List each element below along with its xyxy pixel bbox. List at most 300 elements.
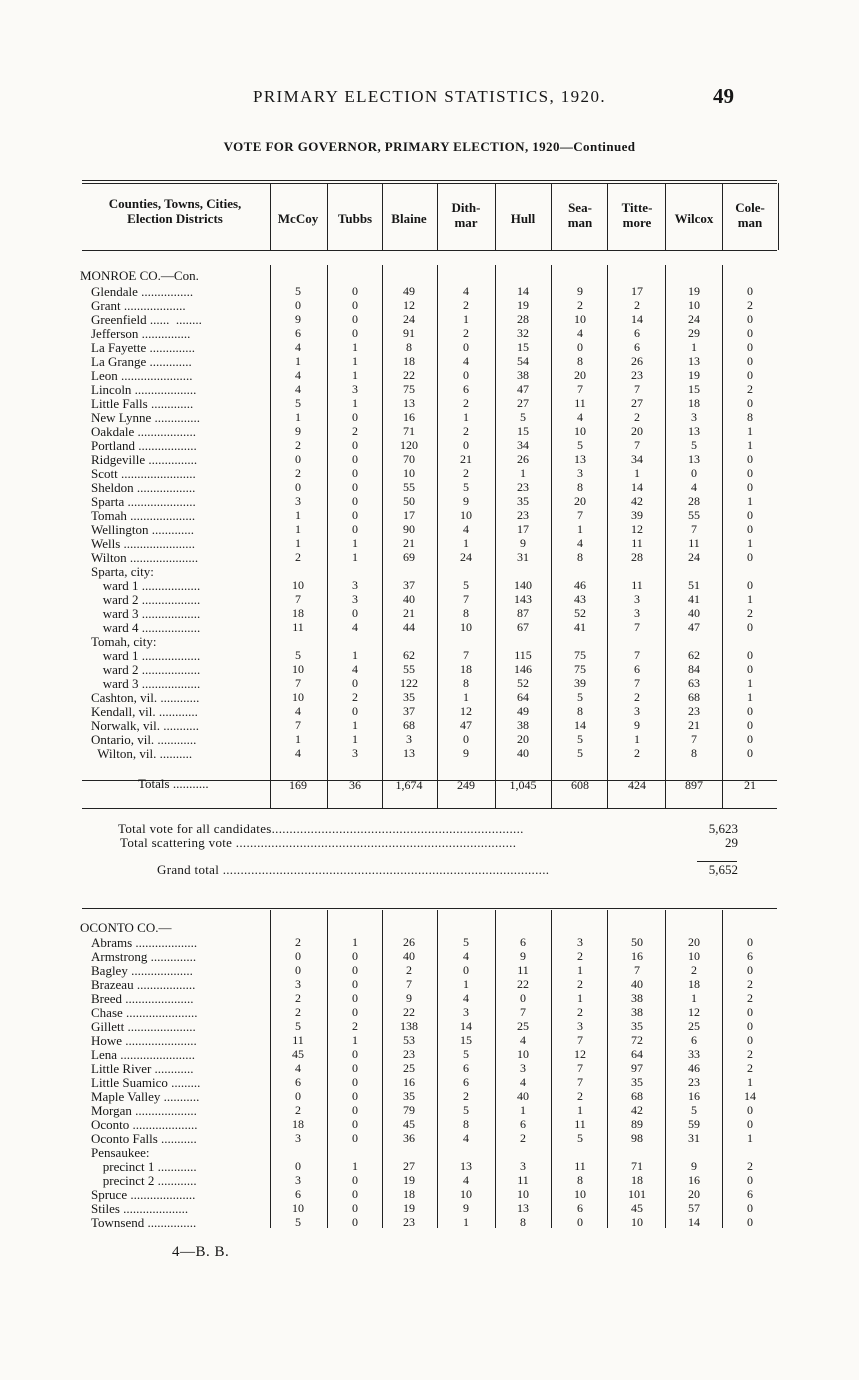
cell-mccoy: 2: [295, 991, 301, 1005]
summary-label: Grand total ............................................................................................: [157, 862, 550, 877]
cell-wilcox: 14: [688, 1215, 700, 1229]
cell-tubbs: 0: [352, 312, 358, 326]
cell-coleman: 2: [747, 977, 753, 991]
cell-dithmar: 6: [463, 382, 469, 396]
column-divider: [382, 183, 383, 250]
cell-coleman: 1: [747, 1131, 753, 1145]
cell-tubbs: 0: [352, 1103, 358, 1117]
cell-blaine: 8: [406, 340, 412, 354]
cell-dithmar: 9: [463, 494, 469, 508]
cell-mccoy: 1: [295, 522, 301, 536]
cell-dithmar: 2: [463, 466, 469, 480]
cell-tittemore: 6: [634, 326, 640, 340]
cell-coleman: 14: [744, 1089, 756, 1103]
cell-blaine: 23: [403, 1047, 415, 1061]
row-label: precinct 2 ............: [93, 1173, 197, 1188]
column-header-mccoy: McCoy: [277, 211, 319, 226]
row-label: Scott .......................: [91, 466, 196, 481]
cell-dithmar: 4: [463, 284, 469, 298]
cell-wilcox: 46: [688, 1061, 700, 1075]
cell-dithmar: 4: [463, 991, 469, 1005]
cell-tittemore: 6: [634, 662, 640, 676]
cell-coleman: 0: [747, 732, 753, 746]
cell-hull: 5: [520, 410, 526, 424]
cell-blaine: 2: [406, 963, 412, 977]
cell-dithmar: 2: [463, 298, 469, 312]
cell-tubbs: 0: [352, 494, 358, 508]
cell-wilcox: 4: [691, 480, 697, 494]
row-label: ward 1 ..................: [93, 578, 201, 593]
cell-mccoy: 2: [295, 1005, 301, 1019]
row-label: Bagley ...................: [91, 963, 193, 978]
cell-wilcox: 16: [688, 1173, 700, 1187]
column-header-hull: Hull: [510, 211, 536, 226]
cell-blaine: 49: [403, 284, 415, 298]
cell-mccoy: 9: [295, 312, 301, 326]
cell-seaman: 13: [574, 452, 586, 466]
cell-mccoy: 5: [295, 1215, 301, 1229]
summary-value: 5,623: [708, 821, 738, 836]
cell-hull: 1: [520, 1103, 526, 1117]
cell-wilcox: 63: [688, 676, 700, 690]
cell-blaine: 12: [403, 298, 415, 312]
cell-mccoy: 5: [295, 396, 301, 410]
cell-blaine: 70: [403, 452, 415, 466]
row-label: New Lynne ..............: [91, 410, 201, 425]
row-label: Brazeau ..................: [91, 977, 196, 992]
cell-hull: 49: [517, 704, 529, 718]
cell-wilcox: 18: [688, 396, 700, 410]
cell-blaine: 90: [403, 522, 415, 536]
cell-tittemore: 68: [631, 1089, 643, 1103]
cell-seaman: 1: [577, 1103, 583, 1117]
cell-coleman: 1: [747, 690, 753, 704]
row-label: Morgan ...................: [91, 1103, 197, 1118]
cell-mccoy: 9: [295, 424, 301, 438]
column-divider: [665, 910, 666, 1228]
cell-mccoy: 5: [295, 1019, 301, 1033]
cell-blaine: 35: [403, 1089, 415, 1103]
cell-seaman: 4: [577, 536, 583, 550]
cell-seaman: 8: [577, 704, 583, 718]
cell-mccoy: 1: [295, 354, 301, 368]
cell-wilcox: 13: [688, 424, 700, 438]
cell-wilcox: 19: [688, 368, 700, 382]
cell-dithmar: 2: [463, 396, 469, 410]
cell-coleman: 1: [747, 592, 753, 606]
row-label: Wells ......................: [91, 536, 196, 551]
cell-tubbs: 3: [352, 592, 358, 606]
cell-coleman: 0: [747, 312, 753, 326]
cell-hull: 64: [517, 690, 529, 704]
cell-mccoy: 6: [295, 1187, 301, 1201]
cell-dithmar: 5: [463, 1047, 469, 1061]
cell-wilcox: 41: [688, 592, 700, 606]
cell-tubbs: 1: [352, 718, 358, 732]
row-label: Lincoln ...................: [91, 382, 197, 397]
cell-mccoy: 7: [295, 718, 301, 732]
cell-seaman: 5: [577, 438, 583, 452]
row-label: Sparta .....................: [91, 494, 196, 509]
cell-mccoy: 2: [295, 438, 301, 452]
cell-blaine: 19: [403, 1173, 415, 1187]
cell-mccoy: 0: [295, 1159, 301, 1173]
cell-coleman: 0: [747, 396, 753, 410]
cell-tubbs: 1: [352, 935, 358, 949]
cell-mccoy: 1: [295, 508, 301, 522]
cell-tubbs: 3: [352, 578, 358, 592]
cell-tittemore: 38: [631, 1005, 643, 1019]
cell-coleman: 0: [747, 963, 753, 977]
column-divider: [327, 265, 328, 809]
cell-wilcox: 57: [688, 1201, 700, 1215]
cell-tubbs: 0: [352, 438, 358, 452]
cell-blaine: 35: [403, 690, 415, 704]
cell-blaine: 22: [403, 368, 415, 382]
cell-tittemore: 10: [631, 1215, 643, 1229]
cell-hull: 23: [517, 480, 529, 494]
cell-seaman: 75: [574, 662, 586, 676]
row-label: ward 3 ..................: [93, 676, 201, 691]
column-header-seaman: Sea- man: [567, 200, 593, 230]
cell-tubbs: 1: [352, 732, 358, 746]
cell-wilcox: 21: [688, 718, 700, 732]
row-label: Armstrong ..............: [91, 949, 197, 964]
cell-coleman: 1: [747, 536, 753, 550]
cell-hull: 35: [517, 494, 529, 508]
cell-seaman: 14: [574, 718, 586, 732]
column-header-tubbs: Tubbs: [337, 211, 373, 226]
cell-seaman: 11: [574, 396, 586, 410]
column-header-label: Counties, Towns, Cities, Election Districts: [108, 196, 242, 226]
row-label: ward 3 ..................: [93, 606, 201, 621]
cell-seaman: 0: [577, 1215, 583, 1229]
cell-seaman: 41: [574, 620, 586, 634]
column-divider: [495, 265, 496, 809]
cell-blaine: 37: [403, 704, 415, 718]
cell-tubbs: 1: [352, 368, 358, 382]
cell-wilcox: 28: [688, 494, 700, 508]
cell-dithmar: 7: [463, 648, 469, 662]
cell-hull: 67: [517, 620, 529, 634]
cell-tubbs: 3: [352, 746, 358, 760]
cell-dithmar: 10: [460, 620, 472, 634]
cell-seaman: 5: [577, 732, 583, 746]
cell-tittemore: 40: [631, 977, 643, 991]
cell-hull: 2: [520, 1131, 526, 1145]
cell-tittemore: 45: [631, 1201, 643, 1215]
cell-tubbs: 0: [352, 1047, 358, 1061]
cell-dithmar: 0: [463, 340, 469, 354]
row-label: Gillett .....................: [91, 1019, 196, 1034]
row-label: precinct 1 ............: [93, 1159, 197, 1174]
cell-dithmar: 1: [463, 312, 469, 326]
cell-seaman: 2: [577, 977, 583, 991]
cell-wilcox: 5: [691, 438, 697, 452]
total-tubbs: 36: [349, 778, 361, 792]
cell-hull: 23: [517, 508, 529, 522]
row-label: Breed .....................: [91, 991, 194, 1006]
cell-blaine: 120: [400, 438, 418, 452]
row-label: Leon ......................: [91, 368, 193, 383]
cell-coleman: 0: [747, 284, 753, 298]
cell-wilcox: 23: [688, 1075, 700, 1089]
row-label: Glendale ................: [91, 284, 194, 299]
cell-tubbs: 0: [352, 1215, 358, 1229]
cell-wilcox: 51: [688, 578, 700, 592]
row-label: Little Suamico .........: [91, 1075, 201, 1090]
cell-tittemore: 2: [634, 746, 640, 760]
cell-blaine: 16: [403, 410, 415, 424]
cell-blaine: 16: [403, 1075, 415, 1089]
cell-mccoy: 2: [295, 550, 301, 564]
cell-hull: 10: [517, 1047, 529, 1061]
cell-hull: 14: [517, 284, 529, 298]
cell-dithmar: 1: [463, 536, 469, 550]
cell-seaman: 10: [574, 1187, 586, 1201]
cell-tubbs: 0: [352, 284, 358, 298]
cell-coleman: 0: [747, 662, 753, 676]
row-label: Abrams ...................: [91, 935, 198, 950]
cell-blaine: 24: [403, 312, 415, 326]
row-label: Wellington .............: [91, 522, 194, 537]
cell-tittemore: 11: [631, 536, 643, 550]
cell-mccoy: 2: [295, 1103, 301, 1117]
cell-mccoy: 3: [295, 977, 301, 991]
cell-hull: 25: [517, 1019, 529, 1033]
cell-blaine: 19: [403, 1201, 415, 1215]
cell-dithmar: 2: [463, 1089, 469, 1103]
cell-tittemore: 7: [634, 648, 640, 662]
cell-coleman: 0: [747, 340, 753, 354]
row-label: Pensaukee:: [91, 1145, 150, 1160]
signature-mark: 4—B. B.: [172, 1244, 230, 1260]
cell-blaine: 13: [403, 396, 415, 410]
cell-blaine: 26: [403, 935, 415, 949]
cell-tubbs: 0: [352, 949, 358, 963]
cell-tittemore: 39: [631, 508, 643, 522]
cell-hull: 6: [520, 1117, 526, 1131]
row-label: Sparta, city:: [91, 564, 154, 579]
cell-seaman: 3: [577, 1019, 583, 1033]
total-wilcox: 897: [685, 778, 703, 792]
cell-tittemore: 7: [634, 676, 640, 690]
cell-seaman: 8: [577, 550, 583, 564]
cell-blaine: 18: [403, 1187, 415, 1201]
cell-wilcox: 12: [688, 1005, 700, 1019]
cell-wilcox: 18: [688, 977, 700, 991]
column-divider: [551, 910, 552, 1228]
cell-mccoy: 10: [292, 578, 304, 592]
cell-tubbs: 0: [352, 508, 358, 522]
cell-tittemore: 3: [634, 592, 640, 606]
cell-tittemore: 50: [631, 935, 643, 949]
cell-tubbs: 0: [352, 410, 358, 424]
cell-tubbs: 1: [352, 648, 358, 662]
cell-coleman: 0: [747, 1019, 753, 1033]
cell-wilcox: 55: [688, 508, 700, 522]
cell-hull: 7: [520, 1005, 526, 1019]
cell-tubbs: 0: [352, 522, 358, 536]
cell-coleman: 0: [747, 326, 753, 340]
cell-mccoy: 45: [292, 1047, 304, 1061]
table-rule: [82, 250, 777, 251]
cell-tubbs: 0: [352, 1131, 358, 1145]
cell-mccoy: 11: [292, 1033, 304, 1047]
summary-value: 29: [725, 835, 738, 850]
cell-mccoy: 2: [295, 935, 301, 949]
row-label: Spruce ....................: [91, 1187, 196, 1202]
cell-wilcox: 31: [688, 1131, 700, 1145]
cell-hull: 143: [514, 592, 532, 606]
cell-wilcox: 9: [691, 1159, 697, 1173]
row-label: Stiles ....................: [91, 1201, 189, 1216]
cell-tubbs: 0: [352, 1117, 358, 1131]
cell-dithmar: 2: [463, 326, 469, 340]
column-divider: [778, 183, 779, 250]
cell-coleman: 0: [747, 935, 753, 949]
cell-mccoy: 5: [295, 648, 301, 662]
cell-tittemore: 7: [634, 963, 640, 977]
cell-coleman: 2: [747, 1047, 753, 1061]
cell-tubbs: 0: [352, 606, 358, 620]
cell-tubbs: 1: [352, 340, 358, 354]
cell-seaman: 43: [574, 592, 586, 606]
cell-tubbs: 4: [352, 620, 358, 634]
cell-mccoy: 1: [295, 732, 301, 746]
cell-hull: 1: [520, 466, 526, 480]
cell-seaman: 11: [574, 1159, 586, 1173]
cell-dithmar: 6: [463, 1061, 469, 1075]
cell-mccoy: 0: [295, 1089, 301, 1103]
cell-wilcox: 6: [691, 1033, 697, 1047]
row-label: La Fayette ..............: [91, 340, 195, 355]
cell-dithmar: 9: [463, 1201, 469, 1215]
column-divider: [270, 265, 271, 809]
cell-blaine: 68: [403, 718, 415, 732]
cell-coleman: 2: [747, 298, 753, 312]
cell-seaman: 3: [577, 935, 583, 949]
cell-dithmar: 5: [463, 935, 469, 949]
cell-dithmar: 4: [463, 1131, 469, 1145]
cell-hull: 6: [520, 935, 526, 949]
cell-hull: 26: [517, 452, 529, 466]
cell-tubbs: 2: [352, 690, 358, 704]
cell-seaman: 4: [577, 326, 583, 340]
cell-coleman: 1: [747, 494, 753, 508]
row-label: Little Falls .............: [91, 396, 194, 411]
column-divider: [382, 265, 383, 809]
cell-dithmar: 7: [463, 592, 469, 606]
cell-blaine: 7: [406, 977, 412, 991]
cell-hull: 19: [517, 298, 529, 312]
cell-hull: 3: [520, 1061, 526, 1075]
cell-wilcox: 7: [691, 732, 697, 746]
row-label: Howe ......................: [91, 1033, 197, 1048]
cell-dithmar: 0: [463, 438, 469, 452]
cell-mccoy: 10: [292, 690, 304, 704]
cell-blaine: 10: [403, 466, 415, 480]
cell-blaine: 44: [403, 620, 415, 634]
cell-dithmar: 2: [463, 424, 469, 438]
cell-seaman: 20: [574, 368, 586, 382]
column-divider: [722, 910, 723, 1228]
cell-blaine: 50: [403, 494, 415, 508]
cell-tittemore: 23: [631, 368, 643, 382]
cell-tittemore: 71: [631, 1159, 643, 1173]
cell-dithmar: 9: [463, 746, 469, 760]
cell-coleman: 2: [747, 606, 753, 620]
cell-hull: 0: [520, 991, 526, 1005]
cell-tubbs: 0: [352, 1173, 358, 1187]
cell-coleman: 0: [747, 718, 753, 732]
row-label: Jefferson ...............: [91, 326, 191, 341]
cell-coleman: 2: [747, 1061, 753, 1075]
cell-coleman: 0: [747, 480, 753, 494]
column-divider: [722, 183, 723, 250]
cell-seaman: 46: [574, 578, 586, 592]
cell-dithmar: 14: [460, 1019, 472, 1033]
cell-tittemore: 2: [634, 690, 640, 704]
cell-mccoy: 4: [295, 1061, 301, 1075]
cell-hull: 115: [514, 648, 532, 662]
cell-mccoy: 6: [295, 326, 301, 340]
cell-dithmar: 0: [463, 732, 469, 746]
cell-seaman: 5: [577, 690, 583, 704]
row-label: Ridgeville ...............: [91, 452, 198, 467]
cell-hull: 140: [514, 578, 532, 592]
cell-tubbs: 0: [352, 676, 358, 690]
cell-coleman: 8: [747, 410, 753, 424]
cell-tittemore: 11: [631, 578, 643, 592]
cell-coleman: 0: [747, 508, 753, 522]
cell-coleman: 0: [747, 1215, 753, 1229]
cell-dithmar: 10: [460, 1187, 472, 1201]
cell-hull: 17: [517, 522, 529, 536]
cell-blaine: 27: [403, 1159, 415, 1173]
cell-dithmar: 12: [460, 704, 472, 718]
cell-blaine: 40: [403, 949, 415, 963]
total-coleman: 21: [744, 778, 756, 792]
cell-wilcox: 47: [688, 620, 700, 634]
cell-tubbs: 0: [352, 1089, 358, 1103]
cell-seaman: 9: [577, 284, 583, 298]
cell-tubbs: 1: [352, 354, 358, 368]
cell-tittemore: 3: [634, 704, 640, 718]
cell-blaine: 23: [403, 1215, 415, 1229]
total-blaine: 1,674: [395, 778, 423, 792]
cell-hull: 28: [517, 312, 529, 326]
cell-dithmar: 10: [460, 508, 472, 522]
table-rule: [82, 808, 777, 809]
cell-coleman: 0: [747, 578, 753, 592]
cell-dithmar: 5: [463, 480, 469, 494]
column-divider: [270, 910, 271, 1228]
row-label: Townsend ...............: [91, 1215, 197, 1230]
cell-seaman: 11: [574, 1117, 586, 1131]
cell-hull: 13: [517, 1201, 529, 1215]
column-header-blaine: Blaine: [391, 211, 427, 226]
cell-dithmar: 1: [463, 977, 469, 991]
cell-tittemore: 3: [634, 606, 640, 620]
row-label: Wilton .....................: [91, 550, 199, 565]
cell-dithmar: 4: [463, 949, 469, 963]
cell-dithmar: 5: [463, 578, 469, 592]
row-label: ward 1 ..................: [93, 648, 201, 663]
cell-coleman: 0: [747, 620, 753, 634]
cell-seaman: 3: [577, 466, 583, 480]
cell-hull: 8: [520, 1215, 526, 1229]
